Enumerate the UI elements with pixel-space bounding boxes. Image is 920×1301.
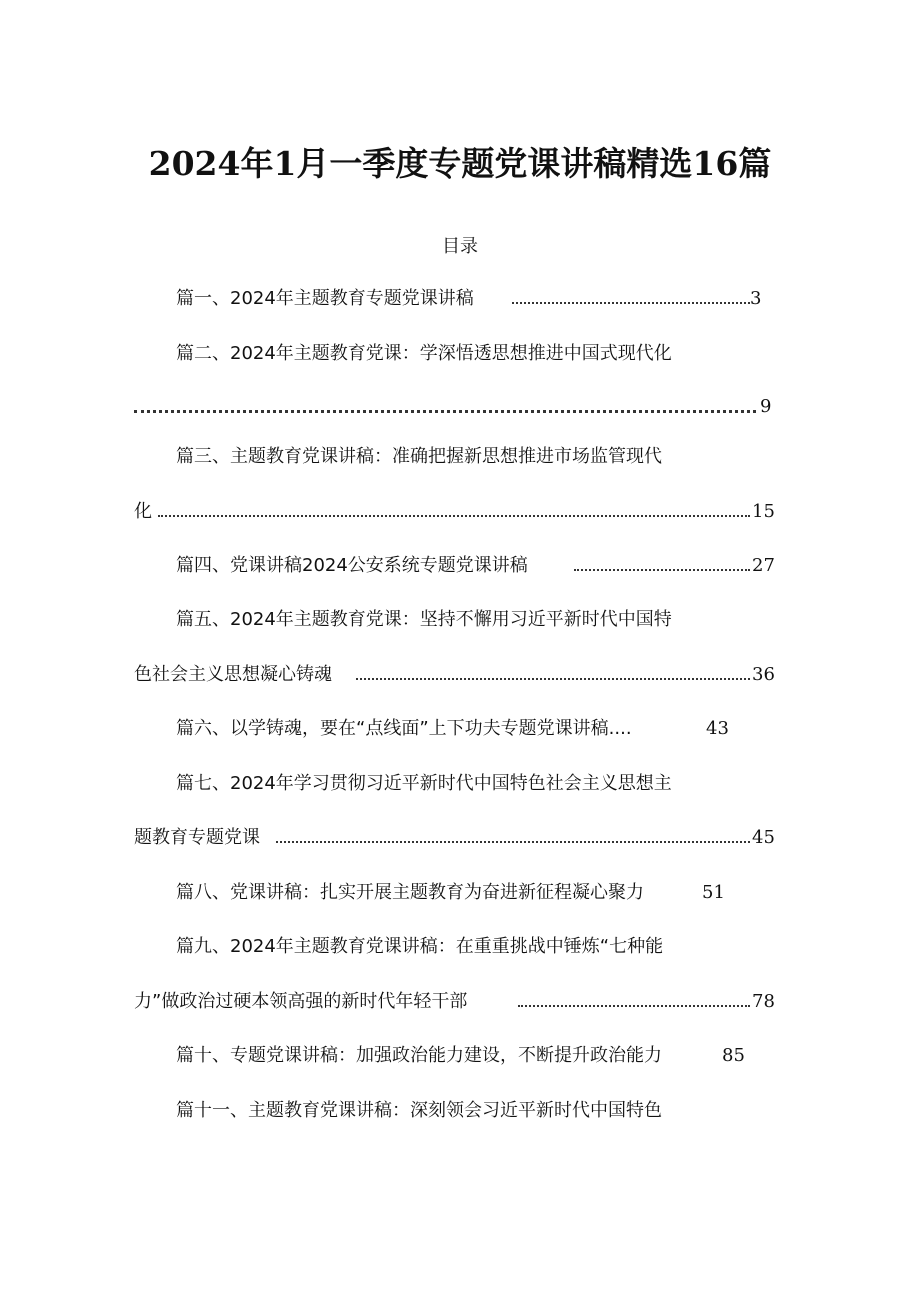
- toc-entry-title: 篇三、主题教育党课讲稿：准确把握新思想推进市场监管现代: [176, 446, 662, 467]
- toc-entry-title: 篇六、以学铸魂，要在“点线面”上下功夫专题党课讲稿....: [176, 718, 632, 739]
- toc-entry-title: 篇五、2024年主题教育党课：坚持不懈用习近平新时代中国特: [176, 609, 672, 630]
- toc-entry-title-continued: 色社会主义思想凝心铸魂: [134, 664, 332, 685]
- toc-leader-dots: [134, 410, 756, 413]
- toc-entry-title: 篇十、专题党课讲稿：加强政治能力建设，不断提升政治能力: [176, 1045, 662, 1066]
- toc-page-number: 45: [752, 827, 775, 848]
- toc-entry-title: 篇十一、主题教育党课讲稿：深刻领会习近平新时代中国特色: [176, 1100, 662, 1121]
- toc-entry-title: 篇七、2024年学习贯彻习近平新时代中国特色社会主义思想主: [176, 773, 672, 794]
- toc-entry-title: 篇九、2024年主题教育党课讲稿：在重重挑战中锤炼“七种能: [176, 936, 664, 957]
- toc-heading: 目录: [442, 236, 478, 257]
- toc-leader-dots: [512, 302, 750, 304]
- toc-entry-title: 篇八、党课讲稿：扎实开展主题教育为奋进新征程凝心聚力: [176, 882, 644, 903]
- toc-leader-dots: [356, 678, 750, 680]
- toc-page-number: 9: [760, 396, 772, 417]
- toc-entry-title-continued: 化: [134, 501, 152, 522]
- toc-entry-title: 篇四、党课讲稿2024公安系统专题党课讲稿: [176, 555, 528, 576]
- toc-entry-title: 篇一、2024年主题教育专题党课讲稿: [176, 288, 474, 309]
- document-title: 2024年1月一季度专题党课讲稿精选16篇: [148, 144, 772, 183]
- toc-page-number: 78: [752, 991, 775, 1012]
- toc-page-number: 43: [706, 718, 729, 739]
- toc-page-number: 3: [750, 288, 762, 309]
- toc-page-number: 85: [722, 1045, 745, 1066]
- toc-entry-title: 篇二、2024年主题教育党课：学深悟透思想推进中国式现代化: [176, 343, 672, 364]
- toc-page-number: 27: [752, 555, 775, 576]
- toc-leader-dots: [518, 1005, 750, 1007]
- toc-page-number: 15: [752, 501, 775, 522]
- toc-entry-title-continued: 力”做政治过硬本领高强的新时代年轻干部: [134, 991, 468, 1012]
- toc-leader-dots: [158, 515, 750, 517]
- toc-entry-title-continued: 题教育专题党课: [134, 827, 260, 848]
- toc-leader-dots: [276, 841, 750, 843]
- toc-page-number: 36: [752, 664, 775, 685]
- toc-leader-dots: [574, 569, 750, 571]
- toc-page-number: 51: [702, 882, 725, 903]
